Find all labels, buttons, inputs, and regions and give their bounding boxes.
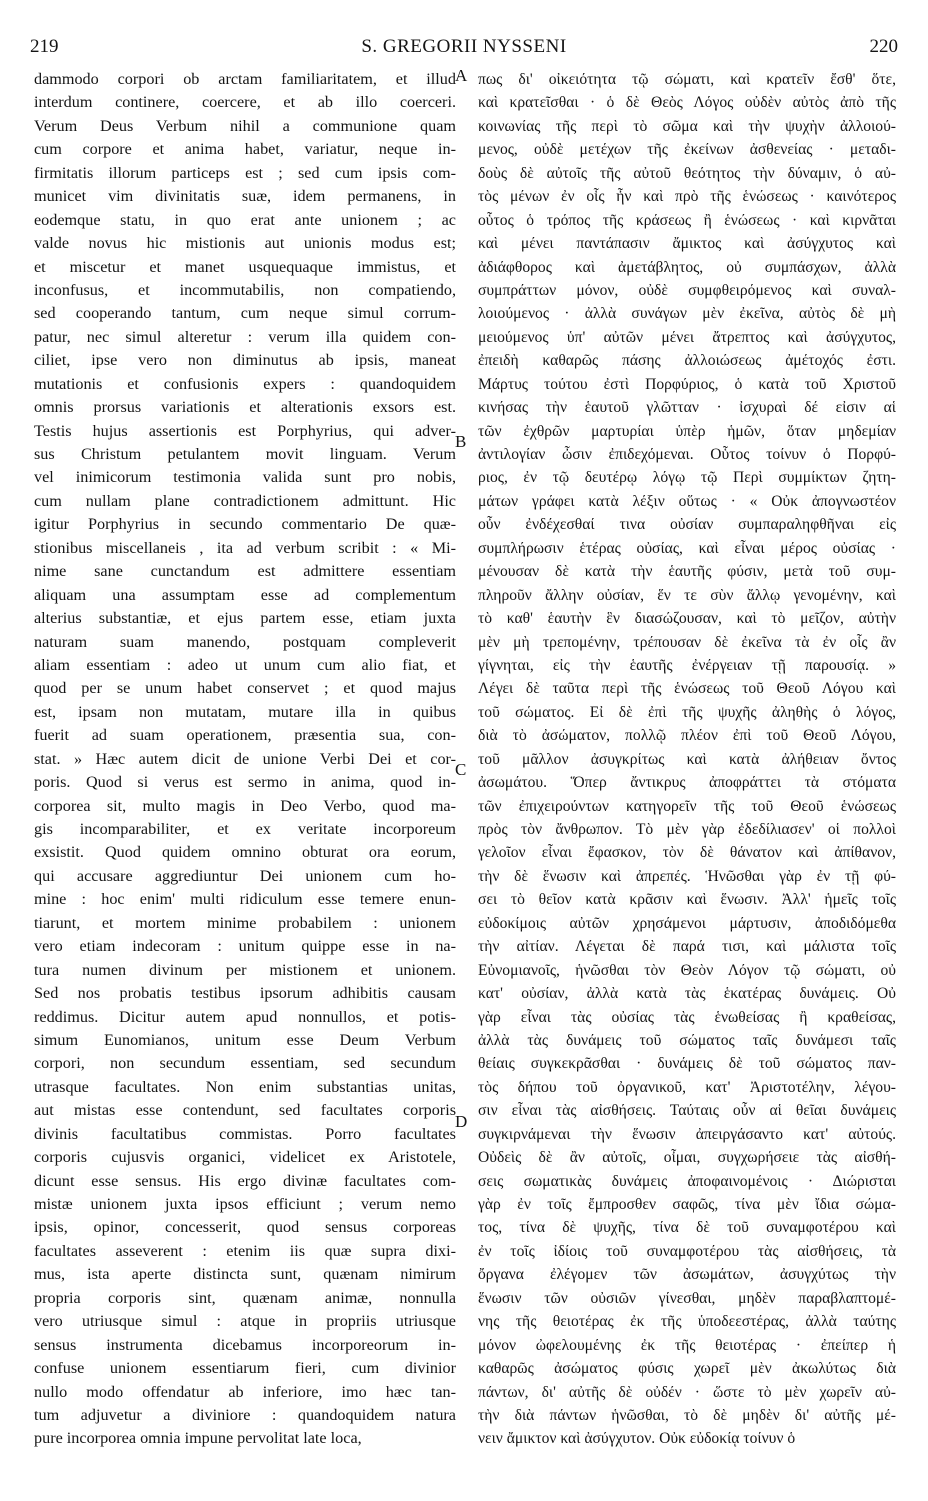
greek-text-line: Εὐνομιανοῖς, ἡνῶσθαι τὸν Θεὸν Λόγον τῷ σώματι, οὐ <box>478 961 896 979</box>
latin-text-line: omnis prorsus variationis et alterationis exsors est. <box>34 398 456 417</box>
greek-text-line: οὖν ἐνδέχεσθαί τινα οὐσίαν συμπαραληφθῆναι εἰς <box>478 516 896 534</box>
latin-text-line: cum corpore et anima habet, variatur, neque in- <box>34 140 456 159</box>
latin-text-line: cum nullam plane contradictionem admittunt. Hic <box>34 491 456 510</box>
latin-text-line: et miscetur et manet usquequaque immistus, et <box>34 257 456 276</box>
latin-text-line: sed cooperando tantum, cum neque simul corrum- <box>34 304 456 323</box>
running-title: S. GREGORII NYSSENI <box>361 36 567 57</box>
latin-text-line: corporis cujusvis organici, videlicet ex Aristotele, <box>34 1148 456 1167</box>
greek-text-line: ὄργανα ἐλέγομεν τῶν ἀσωμάτων, ἀσυγχύτως τὴν <box>478 1266 896 1284</box>
greek-text-line: νης τῆς θειοτέρας ἐκ τῆς ὑποδεεστέρας, ἀλλὰ ταύτης <box>478 1313 896 1331</box>
greek-text-line: μενος, οὐδὲ μετέχων τῆς ἐκείνων ἀσθενείας · μεταδι- <box>478 141 896 159</box>
greek-text-line: σιν εἶναι τὰς αἰσθήσεις. Ταύταις οὖν αἱ θεῖαι δυνάμεις <box>478 1102 896 1120</box>
greek-text-line: συγκιρνάμεναι τὴν ἕνωσιν ἀπειργάσαντο κατ' αὐτούς. <box>478 1125 896 1143</box>
latin-text-line: vero utriusque simul : atque in propriis utriusque <box>34 1312 456 1331</box>
greek-text-line: κοινωνίας τῆς περὶ τὸ σῶμα καὶ τὴν ψυχὴν ἀλλοιού- <box>478 117 896 135</box>
greek-text-line: τοῦ μᾶλλον ἀσυγκρίτως καὶ κατὰ ἀλήθειαν ὄντος <box>478 750 896 768</box>
greek-text-line: σει τὸ θεῖον κατὰ κρᾶσιν καὶ ἕνωσιν. Ἀλλ' ἡμεῖς τοῖς <box>478 891 896 909</box>
greek-text-line: μάτων γράφει κατὰ λέξιν οὕτως · « Οὐκ ἀπογνωστέον <box>478 492 896 510</box>
greek-text-line: γελοῖον εἶναι ἔφασκον, τὸν δὲ θάνατον καὶ ἀπίθανον, <box>478 844 896 862</box>
latin-text-line: aliquam una assumptam esse ad complementum <box>34 585 456 604</box>
greek-text-line: μόνον ὠφελουμένης ἐκ τῆς θειοτέρας · ἐπείπερ ἡ <box>478 1336 896 1354</box>
greek-text-line: Μάρτυς τούτου ἐστὶ Πορφύριος, ὁ κατὰ τοῦ Χριστοῦ <box>478 375 896 393</box>
greek-text-line: σεις σωματικὰς δυνάμεις ἀποφαινομένοις · Διώρισται <box>478 1172 896 1190</box>
latin-text-line: corporea sit, multo magis in Deo Verbo, quod ma- <box>34 796 456 815</box>
latin-text-line: reddimus. Dicitur autem apud nonnullos, et potis- <box>34 1007 456 1026</box>
greek-text-line: καὶ κρατεῖσθαι · ὁ δὲ Θεὸς Λόγος οὐδὲν αὐτὸς ἀπὸ τῆς <box>478 94 896 112</box>
latin-text-line: utrasque facultates. Non enim substantias unitas, <box>34 1077 456 1096</box>
latin-text-line: igitur Porphyrius in secundo commentario De quæ- <box>34 515 456 534</box>
greek-text-line: πάντων, δι' αὐτῆς δὲ οὐδέν · ὥστε τὸ μὲν χωρεῖν αὐ- <box>478 1383 896 1401</box>
latin-text-line: mistæ unionem juxta ipsos efficiunt ; verum nemo <box>34 1195 456 1213</box>
greek-text-line: κινήσας τὴν ἑαυτοῦ γλῶτταν · ἰσχυραὶ δέ εἰσιν αἱ <box>478 399 896 417</box>
greek-text-line: τῶν ἐπιχειρούντων κατηγορεῖν τῆς τοῦ Θεοῦ ἑνώσεως <box>478 797 896 815</box>
greek-text-line: δοὺς δὲ αὐτοῖς τῆς αὐτοῦ θεότητος τὴν δύναμιν, ὁ αὐ- <box>478 164 896 182</box>
greek-text-line: διὰ τὸ ἀσώματον, πολλῷ πλέον ἐπὶ τοῦ Θεοῦ Λόγου, <box>478 727 896 745</box>
latin-text-line: mus, ista aperte distincta sunt, quænam nimirum <box>34 1265 456 1284</box>
greek-text-line: λοιούμενος · ἀλλὰ συνάγων μὲν ἐκεῖνα, αὐτὸς δὲ μὴ <box>478 305 896 323</box>
greek-text-line: μένουσαν δὲ κατὰ τὴν ἑαυτῆς φύσιν, μετὰ τοῦ συμ- <box>478 563 896 581</box>
greek-text-line: τὴν διὰ πάντων ἡνῶσθαι, τὸ δὲ μηδὲν δι' αὐτῆς μέ- <box>478 1406 896 1424</box>
latin-text-line: quod per se unum habet conservet ; et quod majus <box>34 679 456 698</box>
latin-text-line: tiarunt, et mortem minime probabilem : unionem <box>34 913 456 932</box>
latin-text-line: propria corporis sint, quænam animæ, nonnulla <box>34 1288 456 1307</box>
latin-text-line: alterius substantiæ, et ejus partem esse, etiam juxta <box>34 609 456 628</box>
greek-text-line: γὰρ εἶναι τὰς οὐσίας τὰς ἑνωθείσας ἢ κραθείσας, <box>478 1008 896 1026</box>
right-page-number: 220 <box>869 36 898 57</box>
greek-text-line: συμπράττων μόνον, οὐδὲ συμφθειρόμενος καὶ συναλ- <box>478 281 896 299</box>
latin-text-line: vel inimicorum testimonia valida sunt pro nobis, <box>34 468 456 487</box>
greek-text-line: τῶν ἐχθρῶν μαρτυρίαι ὑπὲρ ἡμῶν, ὅταν μηδεμίαν <box>478 422 896 440</box>
greek-text-line: Οὐδεὶς δὲ ἂν αὐτοῖς, οἶμαι, συγχωρήσειε τὰς αἰσθή- <box>478 1149 896 1167</box>
greek-text-line: τὸ καθ' ἑαυτὴν ἓν διασώζουσαν, καὶ τὸ μεῖζον, αὐτὴν <box>478 610 896 628</box>
greek-text-line: τοῦ σώματος. Εἰ δὲ ἐπὶ τῆς ψυχῆς ἀληθὴς ὁ λόγος, <box>478 703 896 721</box>
margin-marker-d: D <box>455 1112 468 1131</box>
greek-text-line: ἕνωσιν τῶν οὐσιῶν γίνεσθαι, μηδὲν παραβλαπτομέ- <box>478 1289 896 1307</box>
greek-text-line: τὸς δήπου τοῦ ὀργανικοῦ, κατ' Ἀριστοτέλην, λέγου- <box>478 1078 896 1096</box>
latin-text-line: corpori, non secundum essentiam, sed secundum <box>34 1054 456 1073</box>
latin-text-line: pure incorporea omnia impune pervolitat late loca, <box>34 1429 362 1448</box>
latin-text-line: Testis hujus assertionis est Porphyrius, qui adver- <box>34 421 456 440</box>
greek-text-line: ἀντιλογίαν ὦσιν ἐπιδεχόμεναι. Οὗτος τοίνυν ὁ Πορφύ- <box>478 446 896 463</box>
latin-text-line: vero etiam indecoram : unitum quippe esse in na- <box>34 937 456 956</box>
greek-column <box>478 68 896 1451</box>
latin-text-line: tum adjuvetur a diviniore : quandoquidem natura <box>34 1405 456 1424</box>
greek-text-line: τὸς μένων ἐν οἷς ἦν καὶ πρὸ τῆς ἑνώσεως · καινότερος <box>478 188 896 206</box>
latin-text-line: confuse unionem essentiarum fieri, cum divinior <box>34 1359 456 1378</box>
greek-text-line: ἀδιάφθορος καὶ ἀμετάβλητος, οὐ συμπάσχων, ἀλλὰ <box>478 258 896 276</box>
latin-text-line: gis incomparabiliter, et ex veritate incorporeum <box>34 820 456 838</box>
latin-text-line: dicunt esse sensus. His ergo divinæ facultates com- <box>34 1171 456 1190</box>
latin-text-line: mutationis et confusionis expers : quandoquidem <box>34 374 456 393</box>
left-page-number: 219 <box>30 36 59 57</box>
latin-text-line: firmitatis illorum particeps est ; sed cum ipsis com- <box>34 163 456 182</box>
latin-text-line: sensus instrumenta dicebamus incorporeorum in- <box>34 1335 456 1354</box>
greek-text-line: καὶ μένει παντάπασιν ἄμικτος καὶ ἀσύγχυτος καὶ <box>478 235 896 253</box>
latin-text-line: est, ipsam non mutatam, mutare illa in quibus <box>34 702 456 721</box>
latin-text-line: fuerit ad suam operationem, præsentia sua, con- <box>34 726 456 745</box>
greek-text-line: θείαις συγκεκρᾶσθαι · δυνάμεις δὲ τοῦ σώματος παν- <box>478 1055 896 1073</box>
greek-text-line: πληροῦν ἄλλην οὐσίαν, ἕν τε σὺν ἄλλῳ γενομένην, καὶ <box>478 586 896 604</box>
greek-text-line: ριος, ἐν τῷ δευτέρῳ λόγῳ τῷ Περὶ συμμίκτων ζητη- <box>478 469 896 487</box>
latin-text-line: valde novus hic mistionis aut unionis modus est; <box>34 234 456 253</box>
latin-text-line: sus Christum petulantem movit linguam. Verum <box>34 445 456 463</box>
margin-marker-b: B <box>455 432 467 451</box>
greek-text-line: συμπλήρωσιν ἑτέρας οὐσίας, καὶ εἶναι μέρος οὐσίας · <box>478 539 896 557</box>
latin-text-line: simum Eunomianos, unitum esse Deum Verbum <box>34 1030 456 1049</box>
margin-marker-c: C <box>455 760 467 779</box>
latin-text-line: nime sane cunctandum est admittere essentiam <box>34 562 456 581</box>
latin-text-line: nullo modo offendatur ab inferiore, imo hæc tan- <box>34 1382 456 1401</box>
latin-column <box>34 68 456 1451</box>
latin-text-line: eodemque statu, in quo erat ante unionem ; ac <box>34 210 456 229</box>
greek-text-line: νειν ἄμικτον καὶ ἀσύγχυτον. Οὐκ εὐδοκίᾳ τοίνυν ὁ <box>478 1430 796 1448</box>
latin-text-line: patur, nec simul alteretur : verum illa quidem con- <box>34 327 456 346</box>
latin-text-line: exsistit. Quod quidem omnino obturat ora eorum, <box>34 843 456 862</box>
latin-text-line: Verum Deus Verbum nihil a communione quam <box>34 116 456 135</box>
greek-text-line: καθαρῶς ἀσώματος φύσις χωρεῖ μὲν ἀκωλύτως διὰ <box>478 1360 896 1378</box>
latin-text-line: dammodo corpori ob arctam familiaritatem, et illud <box>34 70 456 88</box>
latin-text-line: aliam essentiam : adeo ut unum cum alio fiat, et <box>34 655 456 674</box>
latin-text-line: stat. » Hæc autem dicit de unione Verbi Dei et cor- <box>34 749 456 768</box>
greek-text-line: τὴν αἰτίαν. Λέγεται δὲ παρά τισι, καὶ μάλιστα τοῖς <box>478 938 896 956</box>
greek-text-line: μὲν μὴ τρεπομένην, τρέπουσαν δὲ ἐκεῖνα τὰ ἐν οἷς ἂν <box>478 633 896 651</box>
greek-text-line: Λέγει δὲ ταῦτα περὶ τῆς ἑνώσεως τοῦ Θεοῦ Λόγου καὶ <box>478 680 896 698</box>
greek-text-line: κατ' οὐσίαν, ἀλλὰ κατὰ τὰς ἑκατέρας δυνάμεις. Οὐ <box>478 985 896 1003</box>
greek-text-line: μειούμενος ὑπ' αὐτῶν μένει ἄτρεπτος καὶ ἀσύγχυτος, <box>478 328 896 346</box>
latin-text-line: naturam suam manendo, postquam compleverit <box>34 632 456 651</box>
latin-text-line: aut mistas esse contendunt, sed facultates corporis <box>34 1101 456 1120</box>
greek-text-line: ἐν τοῖς ἰδίοις τοῦ συναμφοτέρου τὰς αἰσθήσεις, τὰ <box>478 1242 896 1260</box>
latin-text-line: poris. Quod si verus est sermo in anima, quod in- <box>34 773 456 792</box>
margin-marker-a: A <box>455 66 468 85</box>
greek-text-line: γίγνηται, εἰς τὴν ἑαυτῆς ἐνέργειαν τῇ παρουσίᾳ. » <box>478 656 896 674</box>
page-header <box>30 36 898 58</box>
latin-text-line: ciliet, ipse vero non diminutus ab ipsis, maneat <box>34 351 456 370</box>
latin-text-line: ipsis, opinor, concesserit, quod sensus corporeas <box>34 1218 456 1237</box>
latin-text-line: Sed nos probatis testibus ipsorum adhibitis causam <box>34 984 456 1003</box>
latin-text-line: qui accusare aggrediuntur Dei unionem cum ho- <box>34 866 456 885</box>
greek-text-line: ἐπειδὴ καθαρῶς πάσης ἀλλοιώσεως ἀμέτοχός ἐστι. <box>478 352 896 370</box>
latin-text-line: stionibus miscellaneis , ita ad verbum scribit : « Mi- <box>34 538 456 557</box>
latin-text-line: interdum continere, coercere, et ab illo coerceri. <box>34 93 456 112</box>
greek-text-line: τὴν δὲ ἕνωσιν καὶ ἀπρεπές. Ἡνῶσθαι γὰρ ἐν τῇ φύ- <box>478 867 896 885</box>
latin-text-line: inconfusus, et incommutabilis, non compatiendo, <box>34 280 456 299</box>
greek-text-line: ἀλλὰ τὰς δυνάμεις τοῦ σώματος ταῖς δυνάμεσι ταῖς <box>478 1031 896 1049</box>
latin-text-line: tura numen divinum per mistionem et unionem. <box>34 960 456 979</box>
greek-text-line: οὗτος ὁ τρόπος τῆς κράσεως ἢ ἑνώσεως · καὶ κιρνᾶται <box>478 211 896 229</box>
greek-text-line: γὰρ ἐν τοῖς ἔμπροσθεν σαφῶς, τίνα μὲν ἴδια σώμα- <box>478 1196 896 1213</box>
greek-text-line: πως δι' οἰκειότητα τῷ σώματι, καὶ κρατεῖν ἔσθ' ὅτε, <box>478 71 896 88</box>
latin-text-line: divinis facultatibus commistas. Porro facultates <box>34 1124 456 1143</box>
greek-text-line: ἀσωμάτου. Ὅπερ ἄντικρυς ἀποφράττει τὰ στόματα <box>478 774 896 792</box>
latin-text-line: municet vim divinitatis suæ, idem permanens, in <box>34 187 456 206</box>
greek-text-line: πρὸς τὸν ἄνθρωπον. Τὸ μὲν γὰρ ἐδεδίλιασεν' οἱ πολλοὶ <box>478 821 896 838</box>
latin-text-line: mine : hoc enim' multi ridiculum esse temere enun- <box>34 890 456 909</box>
greek-text-line: τος, τίνα δὲ ψυχῆς, τίνα δὲ τοῦ συναμφοτέρου καὶ <box>478 1219 896 1237</box>
greek-text-line: εὐδοκίμοις αὐτῶν χρησάμενοι μάρτυσιν, ἀποδιδόμεθα <box>478 914 896 932</box>
latin-text-line: facultates asseverent : etenim iis quæ supra dixi- <box>34 1241 456 1260</box>
